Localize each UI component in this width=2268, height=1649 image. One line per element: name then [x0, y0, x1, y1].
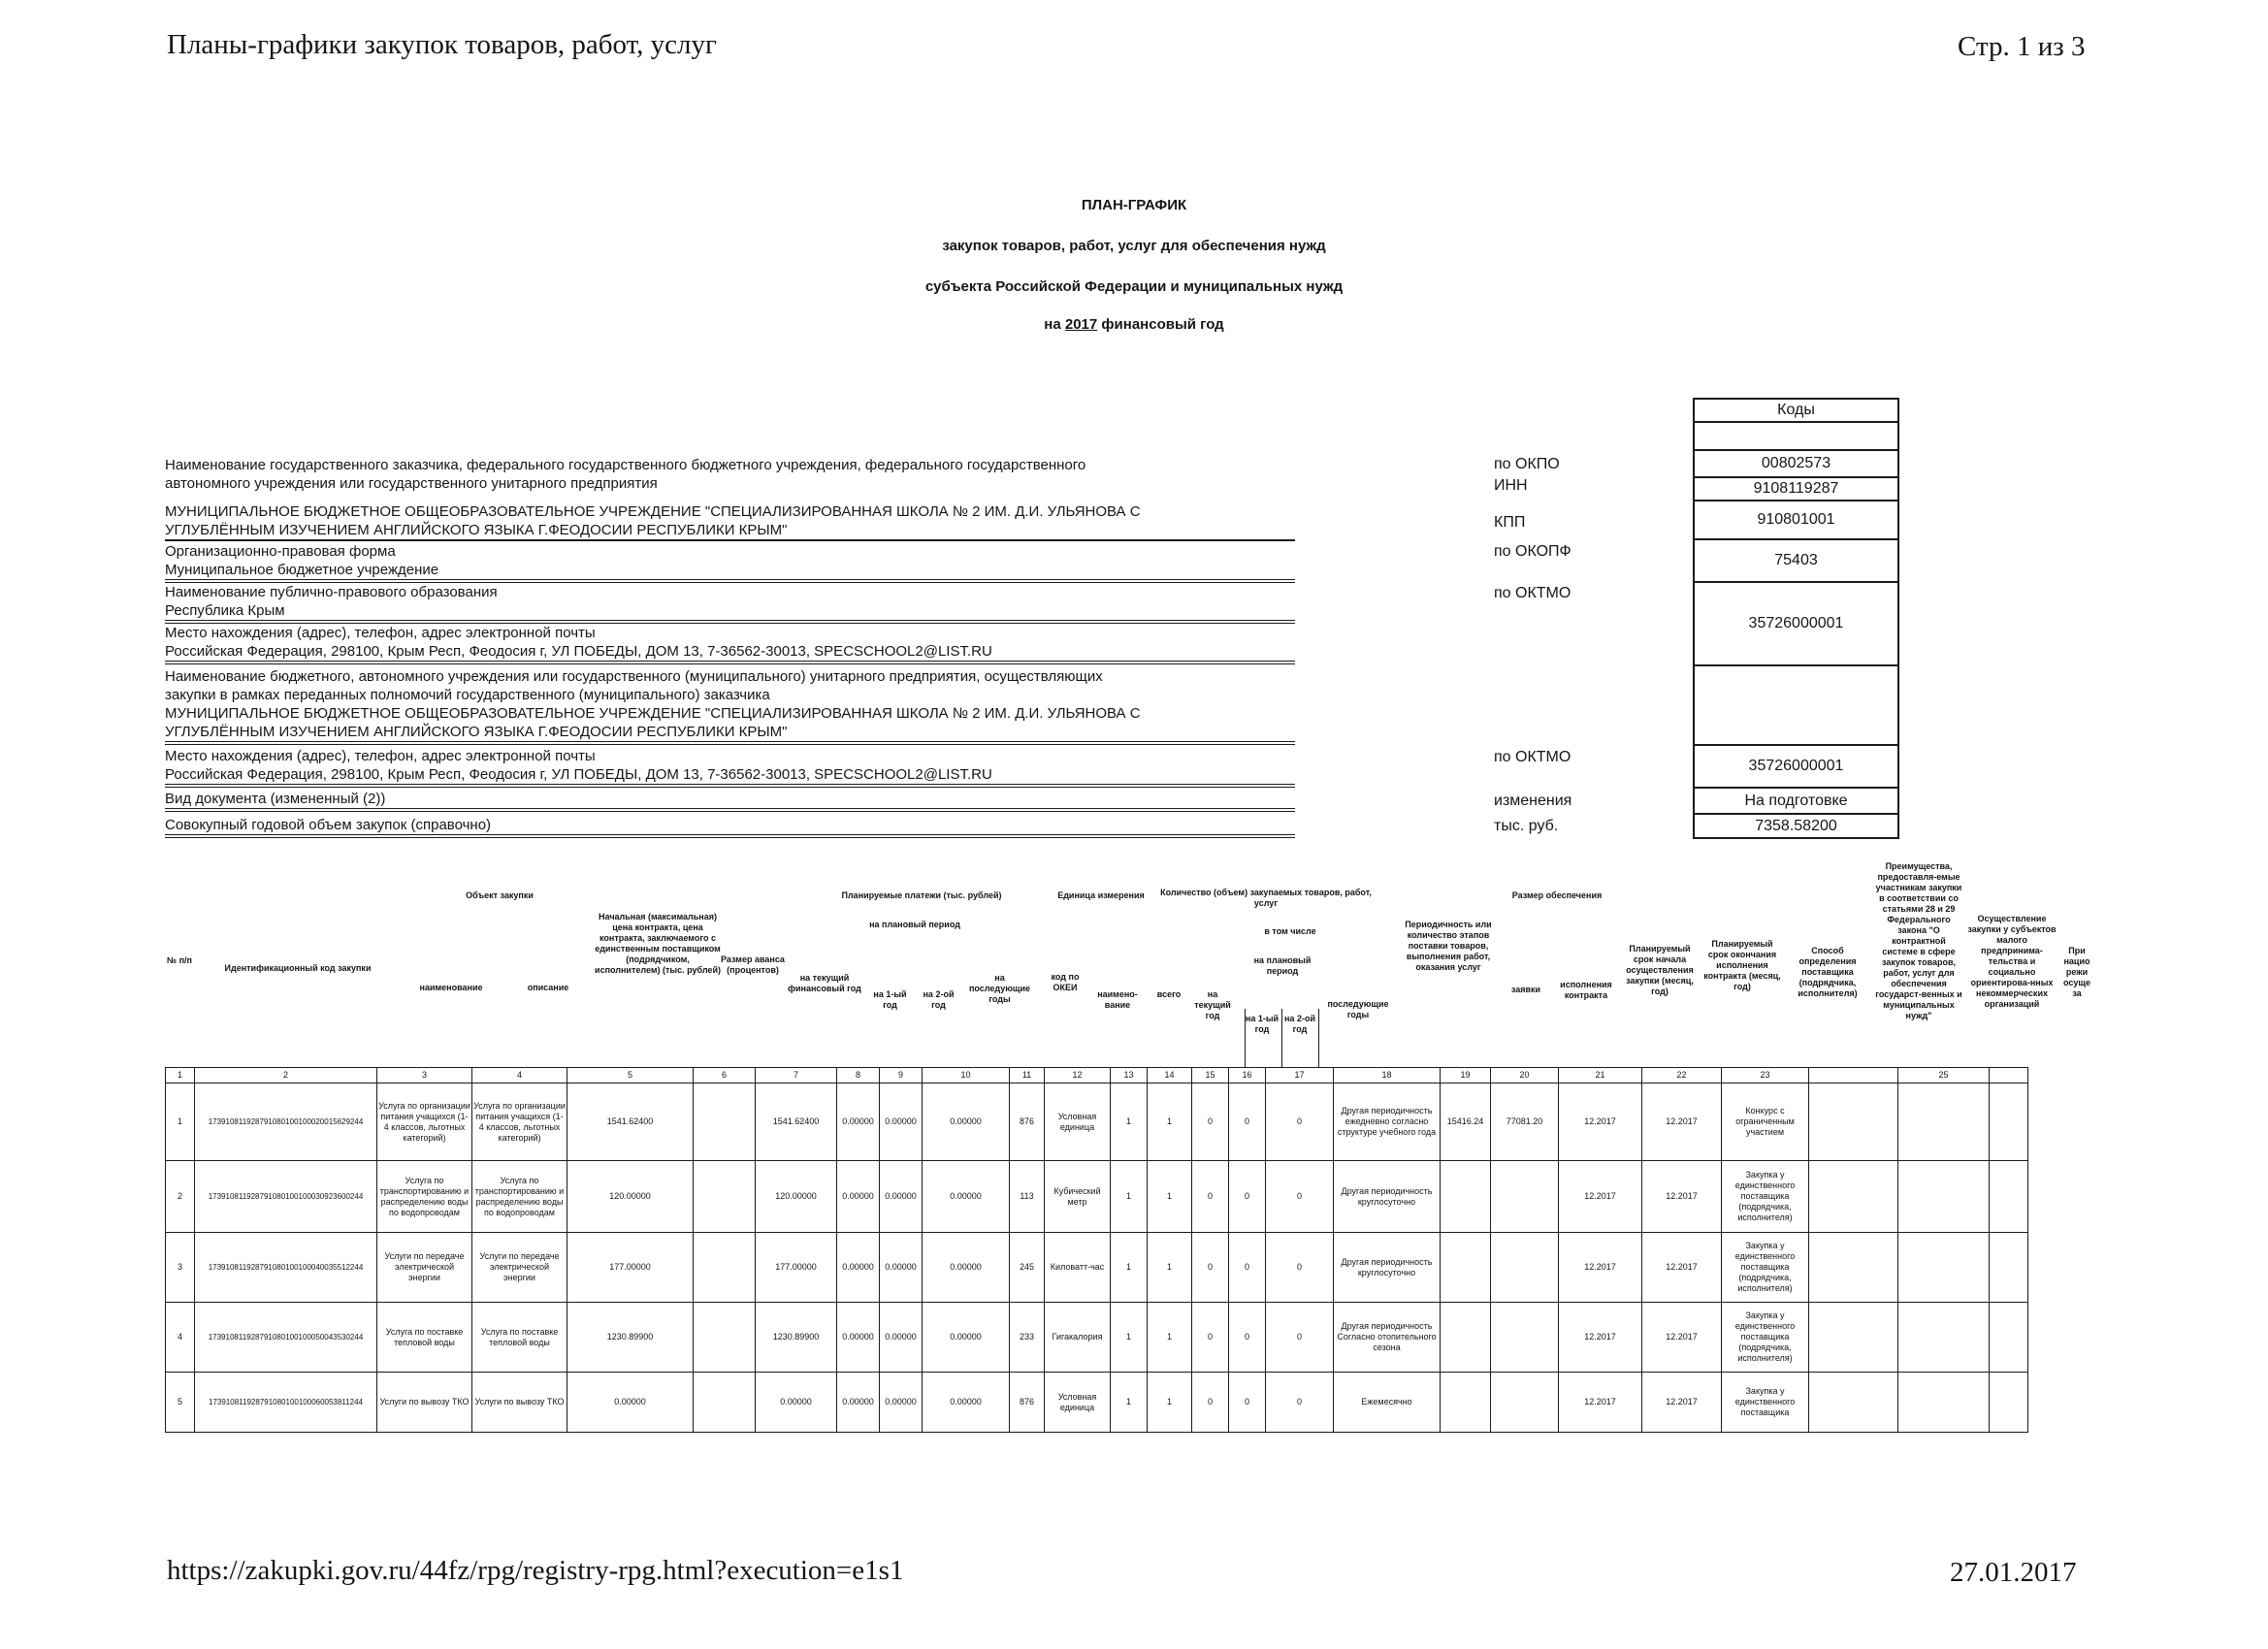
column-number: 17	[1266, 1068, 1334, 1083]
th-q2: на 2-ой год	[1284, 1014, 1315, 1034]
column-number: 19	[1441, 1068, 1491, 1083]
info-municipality-label: Наименование публично-правового образования	[165, 584, 498, 600]
page-header-title: Планы-графики закупок товаров, работ, услуг	[167, 29, 717, 60]
info-agent-label-2: закупки в рамках переданных полномочий государственного (муниципального) заказчика	[165, 687, 770, 703]
table-cell	[1491, 1303, 1559, 1373]
doc-subtitle-1: закупок товаров, работ, услуг для обеспечения нужд	[942, 238, 1326, 254]
table-cell: 233	[1010, 1303, 1045, 1373]
table-cell: Услуги по передаче электрической энергии	[472, 1233, 567, 1303]
table-cell	[1990, 1303, 2028, 1373]
table-cell: Услуга по организации питания учащихся (1-4 классов, льготных категорий)	[472, 1083, 567, 1161]
table-cell: 1	[1148, 1303, 1192, 1373]
table-cell: 0.00000	[837, 1233, 880, 1303]
table-cell: Другая периодичность круглосуточно	[1334, 1161, 1441, 1233]
table-cell: Кубический метр	[1045, 1161, 1111, 1233]
unit-label: тыс. руб.	[1494, 818, 1559, 834]
info-customer-name-2: УГЛУБЛЁННЫМ ИЗУЧЕНИЕМ АНГЛИЙСКОГО ЯЗЫКА Г.ФЕОДОСИИ РЕСПУБЛИКИ КРЫМ"	[165, 521, 1295, 541]
table-cell: 173910811928791080100100050043530244	[195, 1303, 377, 1373]
column-number: 23	[1722, 1068, 1809, 1083]
table-cell	[1809, 1161, 1898, 1233]
info-doc-type: Вид документа (измененный (2))	[165, 790, 1295, 812]
total-value: 7358.58200	[1693, 815, 1899, 839]
th-next: последующие годы	[1327, 999, 1389, 1019]
column-number: 14	[1148, 1068, 1192, 1083]
th-nmck: Начальная (максимальная) цена контракта, цена контракта, заключаемого с единственным поставщиком (подрядчиком, исполнителем) (тыс. рублей)	[595, 912, 721, 975]
table-cell: 12.2017	[1559, 1083, 1642, 1161]
oktmo2-value: 35726000001	[1693, 746, 1899, 789]
change-label: изменения	[1494, 792, 1572, 809]
table-cell: 15416.24	[1441, 1083, 1491, 1161]
kpp-value: 910801001	[1693, 501, 1899, 540]
table-cell: 120.00000	[756, 1161, 837, 1233]
table-cell	[694, 1083, 756, 1161]
table-cell: 1	[1148, 1161, 1192, 1233]
table-cell: 1	[1148, 1373, 1192, 1433]
table-cell: 0	[1229, 1233, 1266, 1303]
table-row	[166, 1083, 2028, 1161]
info-agent-address-label: Место нахождения (адрес), телефон, адрес электронной почты	[165, 748, 596, 764]
th-contract-exec: исполнения контракта	[1560, 980, 1612, 1000]
table-cell: 177.00000	[756, 1233, 837, 1303]
column-number: 13	[1111, 1068, 1148, 1083]
column-number: 21	[1559, 1068, 1642, 1083]
th-end: Планируемый срок окончания исполнения контракта (месяц, год)	[1703, 939, 1781, 991]
table-cell: Другая периодичность круглосуточно	[1334, 1233, 1441, 1303]
column-number: 4	[472, 1068, 567, 1083]
table-cell: 0.00000	[756, 1373, 837, 1433]
inn-value: 9108119287	[1693, 478, 1899, 501]
column-number: 12	[1045, 1068, 1111, 1083]
th-smp: Осуществление закупки у субъектов малого предпринима-тельства и социально ориентирова-нных некоммерческих организаций	[1967, 914, 2057, 1009]
th-note: При нацио режи осуще за	[2063, 946, 2090, 998]
th-start: Планируемый срок начала осуществления закупки (месяц, год)	[1626, 944, 1694, 996]
table-cell: 12.2017	[1559, 1303, 1642, 1373]
table-cell: 1	[166, 1083, 195, 1161]
info-agent-name-2: УГЛУБЛЁННЫМ ИЗУЧЕНИЕМ АНГЛИЙСКОГО ЯЗЫКА Г.ФЕОДОСИИ РЕСПУБЛИКИ КРЫМ"	[165, 723, 1295, 745]
table-cell: 0.00000	[880, 1161, 923, 1233]
table-cell: 173910811928791080100100040035512244	[195, 1233, 377, 1303]
table-cell: 173910811928791080100100020015629244	[195, 1083, 377, 1161]
th-y2: на 2-ой год	[923, 989, 955, 1010]
table-cell: 876	[1010, 1373, 1045, 1433]
info-agent-label-1: Наименование бюджетного, автономного учреждения или государственного (муниципального) унитарного предприятия, осуществляющих	[165, 668, 1103, 685]
table-cell: Услуга по транспортированию и распределению воды по водопроводам	[377, 1161, 472, 1233]
column-number: 8	[837, 1068, 880, 1083]
column-number: 3	[377, 1068, 472, 1083]
table-cell	[1898, 1161, 1990, 1233]
table-cell: Другая периодичность ежедневно согласно структуре учебного года	[1334, 1083, 1441, 1161]
table-cell: 5	[166, 1373, 195, 1433]
okpo-label: по ОКПО	[1494, 456, 1560, 472]
table-cell: 12.2017	[1642, 1373, 1722, 1433]
column-number	[1809, 1068, 1898, 1083]
table-cell: 0	[1266, 1303, 1334, 1373]
column-number: 5	[567, 1068, 694, 1083]
table-cell: 245	[1010, 1233, 1045, 1303]
table-cell: 0.00000	[923, 1161, 1010, 1233]
table-cell: Закупка у единственного поставщика (подрядчика, исполнителя)	[1722, 1303, 1809, 1373]
table-cell: 1	[1148, 1083, 1192, 1161]
table-cell: 77081.20	[1491, 1083, 1559, 1161]
info-agent-address: Российская Федерация, 298100, Крым Респ, Феодосия г, УЛ ПОБЕДЫ, ДОМ 13, 7-36562-30013, SPECSCHOOL2@LIST.RU	[165, 765, 1295, 788]
table-cell: Конкурс с ограниченным участием	[1722, 1083, 1809, 1161]
table-cell: 177.00000	[567, 1233, 694, 1303]
table-cell: Услуга по поставке тепловой воды	[377, 1303, 472, 1373]
table-cell: 2	[166, 1161, 195, 1233]
table-cell: Закупка у единственного поставщика (подрядчика, исполнителя)	[1722, 1233, 1809, 1303]
table-cell	[1898, 1233, 1990, 1303]
table-cell	[694, 1303, 756, 1373]
table-cell: 0	[1192, 1303, 1229, 1373]
th-q1: на 1-ый год	[1245, 1014, 1280, 1034]
info-agent-name-1: МУНИЦИПАЛЬНОЕ БЮДЖЕТНОЕ ОБЩЕОБРАЗОВАТЕЛЬНОЕ УЧРЕЖДЕНИЕ "СПЕЦИАЛИЗИРОВАННАЯ ШКОЛА № 2 ИМ. Д.И. УЛЬЯНОВА С	[165, 705, 1141, 722]
table-cell	[1990, 1161, 2028, 1233]
table-cell: 12.2017	[1642, 1233, 1722, 1303]
table-cell: 0.00000	[837, 1083, 880, 1161]
table-cell: Гигакалория	[1045, 1303, 1111, 1373]
table-cell: 173910811928791080100100030923600244	[195, 1161, 377, 1233]
table-cell: 0.00000	[923, 1233, 1010, 1303]
table-row	[166, 1303, 2028, 1373]
table-row	[166, 1233, 2028, 1303]
doc-subtitle-3: на 2017 финансовый год	[1044, 316, 1224, 333]
table-cell: Закупка у единственного поставщика	[1722, 1373, 1809, 1433]
column-number: 7	[756, 1068, 837, 1083]
table-cell	[694, 1161, 756, 1233]
table-cell: 0	[1192, 1161, 1229, 1233]
table-cell	[1809, 1303, 1898, 1373]
table-cell: Услуги по передаче электрической энергии	[377, 1233, 472, 1303]
column-number: 2	[195, 1068, 377, 1083]
th-payments: Планируемые платежи (тыс. рублей)	[841, 890, 1002, 900]
table-cell: 113	[1010, 1161, 1045, 1233]
procurement-table	[165, 1067, 2028, 1433]
table-cell: 4	[166, 1303, 195, 1373]
info-address-label: Место нахождения (адрес), телефон, адрес электронной почты	[165, 625, 596, 641]
th-advantages: Преимущества, предоставля-емые участникам закупки в соответствии со статьями 28 и 29 Федерального закона "О контрактной системе в сфере закупок товаров, работ, услуг для обеспечения государст-венных и муниципальных нужд"	[1875, 861, 1962, 1020]
table-cell: Киловатт-час	[1045, 1233, 1111, 1303]
column-number-row	[166, 1068, 2028, 1083]
table-cell	[694, 1233, 756, 1303]
table-cell: 1	[1148, 1233, 1192, 1303]
th-security: Размер обеспечения	[1511, 890, 1603, 900]
table-cell	[1898, 1083, 1990, 1161]
table-cell: 12.2017	[1642, 1083, 1722, 1161]
table-cell: 1	[1111, 1083, 1148, 1161]
okopf-label: по ОКОПФ	[1494, 543, 1571, 560]
table-cell: 120.00000	[567, 1161, 694, 1233]
column-number: 25	[1898, 1068, 1990, 1083]
table-cell: 12.2017	[1642, 1161, 1722, 1233]
th-unit-name: наимено-вание	[1097, 989, 1138, 1010]
column-number: 20	[1491, 1068, 1559, 1083]
table-cell	[1809, 1233, 1898, 1303]
th-cur: на текущий год	[1194, 989, 1231, 1020]
table-cell: 173910811928791080100100060053811244	[195, 1373, 377, 1433]
table-cell	[694, 1373, 756, 1433]
table-cell	[1809, 1083, 1898, 1161]
page-url: https://zakupki.gov.ru/44fz/rpg/registry-rpg.html?execution=e1s1	[167, 1555, 904, 1586]
table-cell	[1441, 1161, 1491, 1233]
table-cell: 1541.62400	[567, 1083, 694, 1161]
column-number: 22	[1642, 1068, 1722, 1083]
oktmo-value: 35726000001	[1693, 583, 1899, 666]
change-value: На подготовке	[1693, 789, 1899, 815]
codes-empty-2	[1693, 666, 1899, 746]
column-number: 11	[1010, 1068, 1045, 1083]
info-customer-label-2: автономного учреждения или государственного унитарного предприятия	[165, 475, 658, 492]
table-cell: Ежемесячно	[1334, 1373, 1441, 1433]
table-cell	[1990, 1083, 2028, 1161]
doc-subtitle-2: субъекта Российской Федерации и муниципальных нужд	[924, 278, 1344, 295]
th-unit: Единица измерения	[1057, 890, 1145, 900]
table-cell: 1541.62400	[756, 1083, 837, 1161]
table-cell: 876	[1010, 1083, 1045, 1161]
table-cell: Услуги по вывозу ТКО	[472, 1373, 567, 1433]
kpp-label: КПП	[1494, 514, 1526, 531]
info-legal-form-label: Организационно-правовая форма	[165, 543, 396, 560]
doc-title: ПЛАН-ГРАФИК	[1081, 197, 1187, 213]
info-municipality: Республика Крым	[165, 601, 1295, 624]
table-cell: 0	[1192, 1083, 1229, 1161]
table-cell: 0.00000	[880, 1303, 923, 1373]
table-cell: 0	[1229, 1161, 1266, 1233]
table-cell: 1	[1111, 1373, 1148, 1433]
table-cell	[1441, 1373, 1491, 1433]
table-cell: 0.00000	[880, 1373, 923, 1433]
column-number: 18	[1334, 1068, 1441, 1083]
table-cell: 12.2017	[1559, 1233, 1642, 1303]
table-cell: 1	[1111, 1233, 1148, 1303]
info-address: Российская Федерация, 298100, Крым Респ, Феодосия г, УЛ ПОБЕДЫ, ДОМ 13, 7-36562-30013, SPECSCHOOL2@LIST.RU	[165, 642, 1295, 664]
info-customer-name-1: МУНИЦИПАЛЬНОЕ БЮДЖЕТНОЕ ОБЩЕОБРАЗОВАТЕЛЬНОЕ УЧРЕЖДЕНИЕ "СПЕЦИАЛИЗИРОВАННАЯ ШКОЛА № 2 ИМ. Д.И. УЛЬЯНОВА С	[165, 503, 1141, 520]
th-advance: Размер аванса (процентов)	[721, 954, 785, 975]
table-cell: 0.00000	[923, 1083, 1010, 1161]
th-bid: заявки	[1510, 985, 1541, 994]
table-cell: 0.00000	[837, 1303, 880, 1373]
th-qty: Количество (объем) закупаемых товаров, работ, услуг	[1160, 888, 1372, 908]
table-cell: 0.00000	[880, 1233, 923, 1303]
table-cell	[1441, 1233, 1491, 1303]
th-num: № п/п	[167, 955, 192, 965]
table-cell	[1898, 1303, 1990, 1373]
th-y1: на 1-ый год	[873, 989, 907, 1010]
column-number: 9	[880, 1068, 923, 1083]
table-cell: 0	[1192, 1373, 1229, 1433]
page-number: Стр. 1 из 3	[1958, 31, 2086, 62]
oktmo2-label: по ОКТМО	[1494, 749, 1571, 765]
table-cell: 0.00000	[837, 1161, 880, 1233]
table-cell	[1898, 1373, 1990, 1433]
table-cell: 12.2017	[1559, 1373, 1642, 1433]
column-number: 16	[1229, 1068, 1266, 1083]
th-plan-period: на плановый период	[869, 920, 960, 929]
table-cell: Услуги по вывозу ТКО	[377, 1373, 472, 1433]
table-cell: 12.2017	[1559, 1161, 1642, 1233]
table-cell	[1441, 1303, 1491, 1373]
info-legal-form: Муниципальное бюджетное учреждение	[165, 561, 1295, 583]
table-cell: Условная единица	[1045, 1083, 1111, 1161]
table-cell: Услуга по организации питания учащихся (1-4 классов, льготных категорий)	[377, 1083, 472, 1161]
table-cell: 0.00000	[567, 1373, 694, 1433]
table-cell	[1990, 1233, 2028, 1303]
th-next-years: на последующие годы	[968, 973, 1031, 1004]
header-rule	[1318, 1009, 1319, 1067]
table-cell: 0	[1229, 1303, 1266, 1373]
table-cell: Закупка у единственного поставщика (подрядчика, исполнителя)	[1722, 1161, 1809, 1233]
inn-label: ИНН	[1494, 477, 1528, 494]
table-cell	[1990, 1373, 2028, 1433]
table-cell: 0.00000	[923, 1373, 1010, 1433]
table-cell: Условная единица	[1045, 1373, 1111, 1433]
column-number: 1	[166, 1068, 195, 1083]
table-cell: 0	[1266, 1083, 1334, 1161]
th-method: Способ определения поставщика (подрядчика, исполнителя)	[1798, 946, 1858, 998]
page-date: 27.01.2017	[1950, 1557, 2077, 1588]
column-number: 15	[1192, 1068, 1229, 1083]
table-cell	[1491, 1373, 1559, 1433]
table-row	[166, 1373, 2028, 1433]
table-cell: 1	[1111, 1303, 1148, 1373]
table-cell: 0.00000	[837, 1373, 880, 1433]
table-row	[166, 1161, 2028, 1233]
th-object: Объект закупки	[466, 890, 534, 900]
table-cell: 12.2017	[1642, 1303, 1722, 1373]
table-cell: 0	[1266, 1373, 1334, 1433]
table-cell: 0	[1229, 1373, 1266, 1433]
table-cell: 3	[166, 1233, 195, 1303]
oktmo-label: по ОКТМО	[1494, 585, 1571, 601]
table-cell: 0	[1266, 1161, 1334, 1233]
header-rule	[1245, 1009, 1246, 1067]
table-cell	[1491, 1233, 1559, 1303]
header-rule	[1281, 1009, 1282, 1067]
table-cell: 1	[1111, 1161, 1148, 1233]
th-name: наименование	[419, 983, 483, 992]
th-plan2: на плановый период	[1253, 955, 1312, 976]
codes-header: Коды	[1693, 398, 1899, 423]
okpo-value: 00802573	[1693, 451, 1899, 478]
table-cell: 0.00000	[880, 1083, 923, 1161]
column-number: 6	[694, 1068, 756, 1083]
column-number	[1990, 1068, 2028, 1083]
table-cell: Другая периодичность Согласно отопительного сезона	[1334, 1303, 1441, 1373]
info-total-volume: Совокупный годовой объем закупок (справочно)	[165, 816, 1295, 838]
table-cell: 0	[1266, 1233, 1334, 1303]
table-cell: 0	[1192, 1233, 1229, 1303]
th-desc: описание	[527, 983, 569, 992]
th-periodicity: Периодичность или количество этапов поставки товаров, выполнения работ, оказания услуг	[1405, 920, 1492, 972]
th-cur-year: на текущий финансовый год	[788, 973, 861, 993]
th-incl: в том числе	[1264, 926, 1316, 936]
th-okei: код по ОКЕИ	[1051, 972, 1080, 992]
table-cell: Услуга по поставке тепловой воды	[472, 1303, 567, 1373]
th-total: всего	[1156, 989, 1182, 999]
codes-empty	[1693, 423, 1899, 451]
okopf-value: 75403	[1693, 540, 1899, 583]
table-cell: Услуга по транспортированию и распределению воды по водопроводам	[472, 1161, 567, 1233]
table-cell: 1230.89900	[756, 1303, 837, 1373]
table-cell: 0	[1229, 1083, 1266, 1161]
table-cell: 0.00000	[923, 1303, 1010, 1373]
table-cell: 1230.89900	[567, 1303, 694, 1373]
table-cell	[1491, 1161, 1559, 1233]
table-cell	[1809, 1373, 1898, 1433]
th-ikz: Идентификационный код закупки	[224, 963, 372, 973]
info-customer-label-1: Наименование государственного заказчика, федерального государственного бюджетного учреждения, федерального государственного	[165, 457, 1086, 473]
column-number: 10	[923, 1068, 1010, 1083]
